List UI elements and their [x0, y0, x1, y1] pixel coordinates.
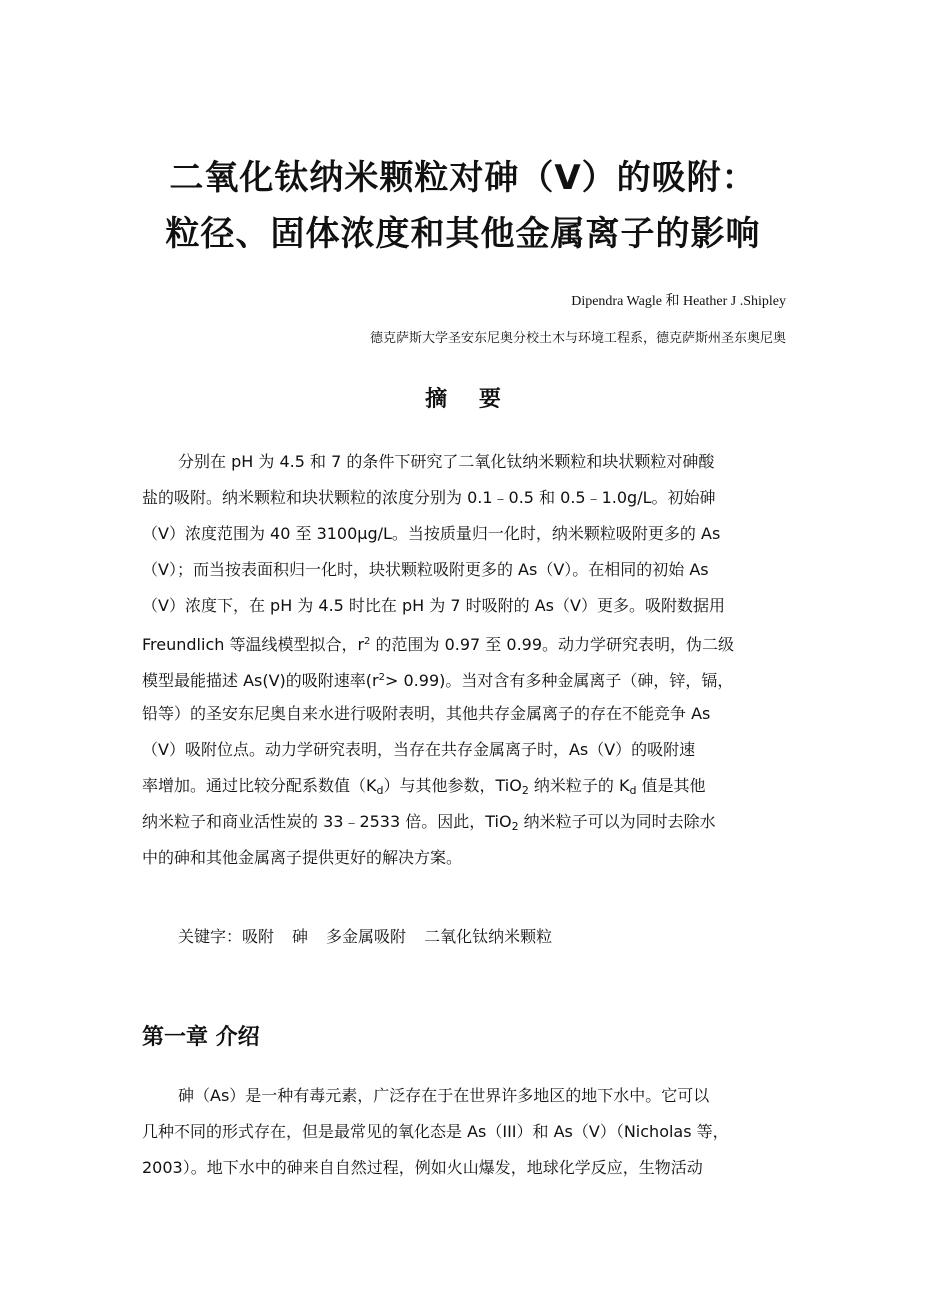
abstract-line: （V）；而当按表面积归一化时，块状颗粒吸附更多的 As（V）。在相同的初始 As — [142, 560, 709, 579]
keywords — [178, 924, 570, 947]
abstract-text: > 0.99)。当对含有多种金属离子（砷，锌，镉， — [385, 671, 734, 690]
abstract-line: 分别在 pH 为 4.5 和 7 的条件下研究了二氧化钛纳米颗粒和块状颗粒对砷酸 — [178, 452, 715, 471]
abstract-text: 值是其他 — [636, 776, 706, 795]
abstract-line — [142, 630, 788, 654]
abstract-text: Freundlich 等温线模型拟合，r — [142, 635, 365, 654]
abstract-line — [142, 774, 788, 798]
affiliation: 德克萨斯大学圣安东尼奥分校土木与环境工程系，德克萨斯州圣东奥尼奥 — [369, 331, 786, 346]
paper-title-line-1: 二氧化钛纳米颗粒对砷（V）的吸附： — [169, 158, 757, 198]
abstract-text: 率增加。通过比较分配系数值（K — [142, 776, 377, 795]
body-line: 2003）。地下水中的砷来自自然过程，例如火山爆发，地球化学反应，生物活动 — [142, 1158, 703, 1177]
body-line: 砷（As）是一种有毒元素，广泛存在于在世界许多地区的地下水中。它可以 — [178, 1086, 710, 1105]
abstract-text: 模型最能描述 As(V)的吸附速率(r — [142, 671, 379, 690]
keyword: 多金属吸附 — [326, 927, 407, 946]
abstract-line: 盐的吸附。纳米颗粒和块状颗粒的浓度分别为 0.1﹣0.5 和 0.5﹣1.0g/L。初始砷 — [142, 488, 716, 507]
subscript: 2 — [511, 820, 519, 833]
chapter-heading: 第一章 介绍 — [142, 1025, 260, 1050]
abstract-text: 纳米粒子的 K — [528, 776, 630, 795]
abstract-line: 铅等）的圣安东尼奥自来水进行吸附表明，其他共存金属离子的存在不能竞争 As — [142, 704, 711, 723]
authors: Dipendra Wagle 和 Heather J .Shipley — [571, 294, 786, 309]
abstract-text: 的范围为 0.97 至 0.99。动力学研究表明，伪二级 — [370, 635, 735, 654]
abstract-heading: 摘 要 — [425, 387, 513, 412]
abstract-line: （V）吸附位点。动力学研究表明，当存在共存金属离子时，As（V）的吸附速 — [142, 740, 696, 759]
paper-title-line-2: 粒径、固体浓度和其他金属离子的影响 — [165, 214, 761, 254]
body-line: 几种不同的形式存在，但是最常见的氧化态是 As（III）和 As（V）（Nicholas 等， — [142, 1122, 729, 1141]
abstract-text: 纳米粒子可以为同时去除水 — [518, 812, 716, 831]
abstract-text: ）与其他参数，TiO — [383, 776, 522, 795]
abstract-line: （V）浓度范围为 40 至 3100μg/L。当按质量归一化时，纳米颗粒吸附更多的 As — [142, 524, 721, 543]
subscript: 2 — [521, 784, 529, 797]
superscript: 2 — [364, 636, 371, 647]
superscript: 2 — [378, 672, 385, 683]
keyword: 砷 — [292, 927, 309, 946]
keyword: 吸附 — [242, 927, 275, 946]
subscript: d — [376, 784, 384, 797]
abstract-text: 纳米粒子和商业活性炭的 33﹣2533 倍。因此，TiO — [142, 812, 512, 831]
abstract-line: （V）浓度下，在 pH 为 4.5 时比在 pH 为 7 时吸附的 As（V）更多。吸附数据用 — [142, 596, 725, 615]
subscript: d — [629, 784, 637, 797]
keywords-label: 关键字： — [178, 927, 243, 946]
abstract-line — [142, 666, 788, 690]
keyword: 二氧化钛纳米颗粒 — [424, 927, 553, 946]
abstract-line: 中的砷和其他金属离子提供更好的解决方案。 — [142, 848, 463, 867]
abstract-line — [142, 810, 788, 834]
